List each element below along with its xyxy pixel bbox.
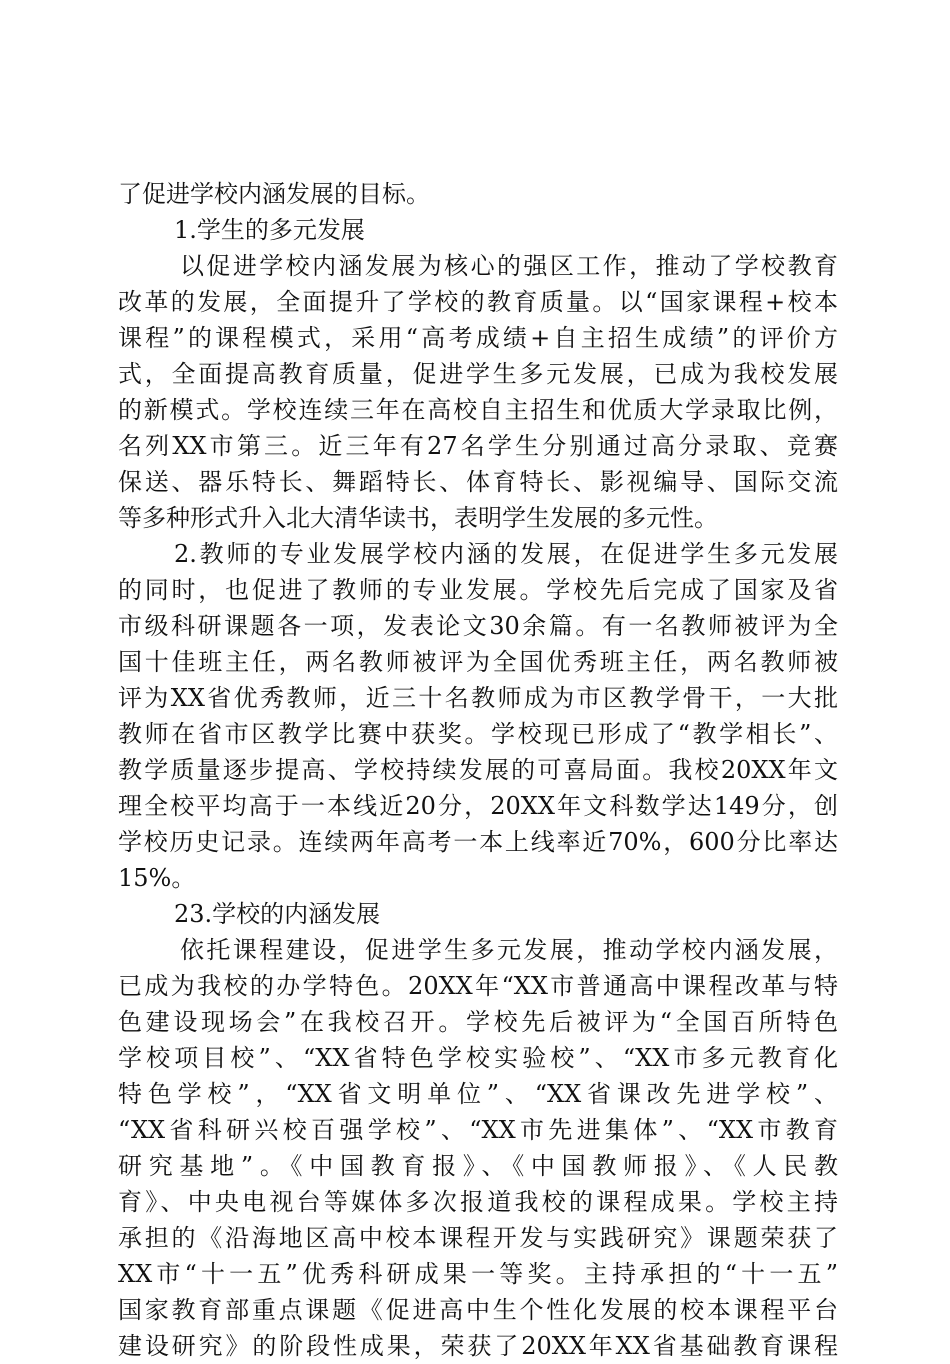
paragraph-line: 式，全面提高教育质量，促进学生多元发展，已成为我校发展 — [118, 360, 838, 388]
paragraph-line: 等多种形式升入北大清华读书，表明学生发展的多元性。 — [118, 504, 718, 532]
paragraph-line: 市级科研课题各一项，发表论文30余篇。有一名教师被评为全 — [118, 612, 838, 640]
paragraph-line: 理全校平均高于一本线近20分，20XX年文科数学达149分，创 — [118, 792, 838, 820]
section-heading: 23.学校的内涵发展 — [174, 900, 381, 928]
paragraph-line: 国十佳班主任，两名教师被评为全国优秀班主任，两名教师被 — [118, 648, 838, 676]
paragraph-line: 已成为我校的办学特色。20XX年“XX市普通高中课程改革与特 — [118, 972, 838, 1000]
paragraph-line: 学校项目校”、“XX省特色学校实验校”、“XX市多元教育化 — [118, 1044, 838, 1072]
paragraph-line: 名列XX市第三。近三年有27名学生分别通过高分录取、竞赛 — [118, 432, 838, 460]
paragraph-line: 建设研究》的阶段性成果，荣获了20XX年XX省基础教育课程 — [118, 1332, 838, 1360]
paragraph-line: 色建设现场会”在我校召开。学校先后被评为“全国百所特色 — [118, 1008, 838, 1036]
paragraph-line: 课程”的课程模式，采用“高考成绩+自主招生成绩”的评价方 — [118, 324, 838, 352]
paragraph-line: 保送、器乐特长、舞蹈特长、体育特长、影视编导、国际交流 — [118, 468, 838, 496]
paragraph-line: 15%。 — [118, 864, 196, 892]
paragraph-line: 承担的《沿海地区高中校本课程开发与实践研究》课题荣获了 — [118, 1224, 838, 1252]
paragraph-line: 依托课程建设，促进学生多元发展，推动学校内涵发展， — [180, 936, 838, 964]
section-heading-paragraph: 2.教师的专业发展学校内涵的发展，在促进学生多元发展 — [174, 540, 838, 568]
paragraph-line: 育》、中央电视台等媒体多次报道我校的课程成果。学校主持 — [118, 1188, 838, 1216]
paragraph-line: 特色学校”，“XX省文明单位”、“XX省课改先进学校”、 — [118, 1080, 838, 1108]
paragraph-line: XX市“十一五”优秀科研成果一等奖。主持承担的“十一五” — [118, 1260, 838, 1288]
paragraph-line: 教学质量逐步提高、学校持续发展的可喜局面。我校20XX年文 — [118, 756, 838, 784]
paragraph-line: 的新模式。学校连续三年在高校自主招生和优质大学录取比例， — [118, 396, 838, 424]
section-heading: 1.学生的多元发展 — [174, 216, 365, 244]
paragraph-line: 了促进学校内涵发展的目标。 — [118, 180, 430, 208]
paragraph-line: 的同时，也促进了教师的专业发展。学校先后完成了国家及省 — [118, 576, 838, 604]
paragraph-line: 教师在省市区教学比赛中获奖。学校现已形成了“教学相长”、 — [118, 720, 838, 748]
paragraph-line: 国家教育部重点课题《促进高中生个性化发展的校本课程平台 — [118, 1296, 838, 1324]
paragraph-line: 评为XX省优秀教师，近三十名教师成为市区教学骨干，一大批 — [118, 684, 838, 712]
paragraph-line: 改革的发展，全面提升了学校的教育质量。以“国家课程+校本 — [118, 288, 838, 316]
paragraph-line: 研究基地”。《中国教育报》、《中国教师报》、《人民教 — [118, 1152, 838, 1180]
paragraph-line: “XX省科研兴校百强学校”、“XX市先进集体”、“XX市教育 — [118, 1116, 838, 1144]
paragraph-line: 以促进学校内涵发展为核心的强区工作，推动了学校教育 — [180, 252, 838, 280]
paragraph-line: 学校历史记录。连续两年高考一本上线率近70%，600分比率达 — [118, 828, 838, 856]
